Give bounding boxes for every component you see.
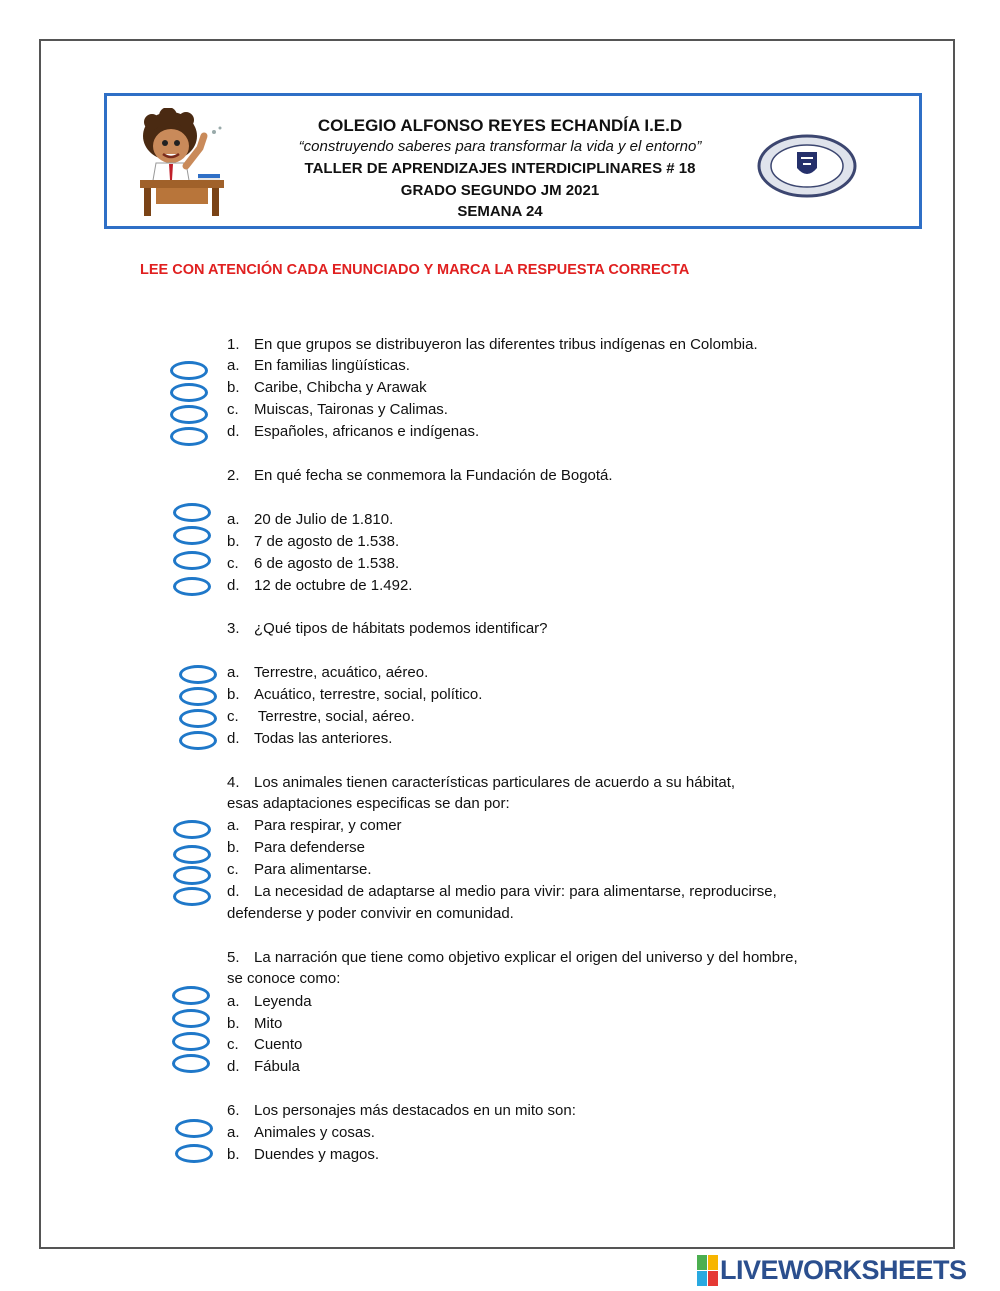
option-text: Para alimentarse. (254, 861, 372, 878)
answer-circle-1c[interactable] (170, 405, 208, 424)
question-number: 3. (227, 620, 240, 637)
liveworksheets-wordmark: LIVEWORKSHEETS (720, 1255, 967, 1285)
option-4d (227, 883, 777, 900)
option-text: Cuento (254, 1036, 303, 1053)
option-letter: d. (227, 1058, 240, 1075)
option-letter: d. (227, 883, 240, 900)
option-2a (227, 511, 393, 528)
option-text: Fábula (254, 1058, 300, 1075)
option-text: Terrestre, social, aéreo. (254, 708, 415, 725)
option-text: Duendes y magos. (254, 1146, 380, 1163)
liveworksheets-logo (697, 1255, 967, 1286)
logo-tile-i (708, 1255, 718, 1270)
logo-tile-v (697, 1271, 707, 1286)
option-6a (227, 1124, 375, 1141)
answer-circle-3c[interactable] (179, 709, 217, 728)
school-name: COLEGIO ALFONSO REYES ECHANDÍA I.E.D (317, 116, 683, 135)
option-3b (227, 686, 482, 703)
option-text: Leyenda (254, 993, 312, 1010)
option-3c (227, 708, 415, 725)
option-1b (227, 379, 427, 396)
option-6b (227, 1146, 379, 1163)
option-text: 12 de octubre de 1.492. (254, 577, 413, 594)
option-1c (227, 401, 448, 418)
option-5a (227, 993, 312, 1010)
logo-tile-e (708, 1271, 718, 1286)
option-letter: c. (227, 1036, 239, 1053)
option-2b (227, 533, 399, 550)
option-letter: c. (227, 401, 239, 418)
option-3d (227, 730, 392, 747)
answer-circle-4c[interactable] (173, 866, 211, 885)
option-5c (227, 1036, 302, 1053)
option-text: 7 de agosto de 1.538. (254, 533, 400, 550)
answer-circle-2c[interactable] (173, 551, 211, 570)
option-text: Acuático, terrestre, social, político. (254, 686, 483, 703)
answer-circle-2d[interactable] (173, 577, 211, 596)
option-4c (227, 861, 372, 878)
answer-circle-6b[interactable] (175, 1144, 213, 1163)
answer-circle-3b[interactable] (179, 687, 217, 706)
question-5-continued: se conoce como: (227, 970, 341, 987)
option-text: Animales y cosas. (254, 1124, 375, 1141)
option-text: Mito (254, 1015, 283, 1032)
option-text: 6 de agosto de 1.538. (254, 555, 400, 572)
question-number: 2. (227, 467, 240, 484)
option-text: La necesidad de adaptarse al medio para vivir: para alimentarse, reproducirse, (254, 883, 777, 900)
option-letter: b. (227, 686, 240, 703)
question-text: Los animales tienen características particulares de acuerdo a su hábitat, (254, 774, 736, 791)
option-letter: a. (227, 357, 240, 374)
logo-tile-l (697, 1255, 707, 1270)
option-letter: b. (227, 1015, 240, 1032)
question-2 (227, 467, 613, 484)
answer-circle-2b[interactable] (173, 526, 211, 545)
option-letter: b. (227, 379, 240, 396)
option-2c (227, 555, 399, 572)
option-text: 20 de Julio de 1.810. (254, 511, 394, 528)
school-motto: “construyendo saberes para transformar la vida y el entorno” (298, 138, 702, 155)
option-5b (227, 1015, 282, 1032)
question-text: ¿Qué tipos de hábitats podemos identificar? (254, 620, 548, 637)
answer-circle-3a[interactable] (179, 665, 217, 684)
answer-circle-4d[interactable] (173, 887, 211, 906)
option-text: Para respirar, y comer (254, 817, 402, 834)
option-text: Muiscas, Taironas y Calimas. (254, 401, 448, 418)
question-number: 4. (227, 774, 240, 791)
option-letter: a. (227, 664, 240, 681)
question-5 (227, 949, 798, 966)
answer-circle-1a[interactable] (170, 361, 208, 380)
option-1a (227, 357, 410, 374)
option-5d (227, 1058, 300, 1075)
question-number: 6. (227, 1102, 240, 1119)
answer-circle-3d[interactable] (179, 731, 217, 750)
option-letter: c. (227, 708, 239, 725)
option-letter: d. (227, 577, 240, 594)
answer-circle-2a[interactable] (173, 503, 211, 522)
option-3a (227, 664, 428, 681)
question-text: Los personajes más destacados en un mito son: (254, 1102, 576, 1119)
option-1d (227, 423, 479, 440)
answer-circle-5b[interactable] (172, 1009, 210, 1028)
question-4 (227, 774, 735, 791)
option-letter: a. (227, 1124, 240, 1141)
question-number: 1. (227, 336, 240, 353)
instruction-text: LEE CON ATENCIÓN CADA ENUNCIADO Y MARCA LA RESPUESTA CORRECTA (140, 262, 690, 278)
question-6 (227, 1102, 576, 1119)
option-4a (227, 817, 402, 834)
option-letter: b. (227, 533, 240, 550)
workshop-title: TALLER DE APRENDIZAJES INTERDICIPLINARES # 18 (304, 160, 696, 177)
answer-circle-5c[interactable] (172, 1032, 210, 1051)
answer-circle-5a[interactable] (172, 986, 210, 1005)
option-text: En familias lingüísticas. (254, 357, 410, 374)
liveworksheets-logo-mark (697, 1255, 718, 1286)
school-seal-logo (757, 134, 857, 198)
question-1 (227, 336, 758, 353)
answer-circle-4b[interactable] (173, 845, 211, 864)
question-text: En que grupos se distribuyeron las diferentes tribus indígenas en Colombia. (254, 336, 758, 353)
option-letter: b. (227, 1146, 240, 1163)
option-text: Españoles, africanos e indígenas. (254, 423, 480, 440)
question-3 (227, 620, 548, 637)
option-letter: d. (227, 423, 240, 440)
option-text: Terrestre, acuático, aéreo. (254, 664, 429, 681)
answer-circle-1d[interactable] (170, 427, 208, 446)
option-text: Todas las anteriores. (254, 730, 393, 747)
question-number: 5. (227, 949, 240, 966)
option-text: Caribe, Chibcha y Arawak (254, 379, 427, 396)
option-letter: b. (227, 839, 240, 856)
answer-circle-5d[interactable] (172, 1054, 210, 1073)
option-letter: a. (227, 817, 240, 834)
option-text: Para defenderse (254, 839, 365, 856)
week-line: SEMANA 24 (457, 203, 543, 220)
answer-circle-4a[interactable] (173, 820, 211, 839)
grade-line: GRADO SEGUNDO JM 2021 (400, 182, 600, 199)
option-2d (227, 577, 412, 594)
question-text: La narración que tiene como objetivo explicar el origen del universo y del hombre, (254, 949, 798, 966)
answer-circle-1b[interactable] (170, 383, 208, 402)
option-4b (227, 839, 365, 856)
option-letter: c. (227, 861, 239, 878)
option-letter: d. (227, 730, 240, 747)
question-4-continued: esas adaptaciones especificas se dan por: (227, 795, 510, 812)
option-letter: a. (227, 993, 240, 1010)
option-4d-continued: defenderse y poder convivir en comunidad. (227, 905, 514, 922)
option-letter: a. (227, 511, 240, 528)
option-letter: c. (227, 555, 239, 572)
question-text: En qué fecha se conmemora la Fundación de Bogotá. (254, 467, 613, 484)
answer-circle-6a[interactable] (175, 1119, 213, 1138)
